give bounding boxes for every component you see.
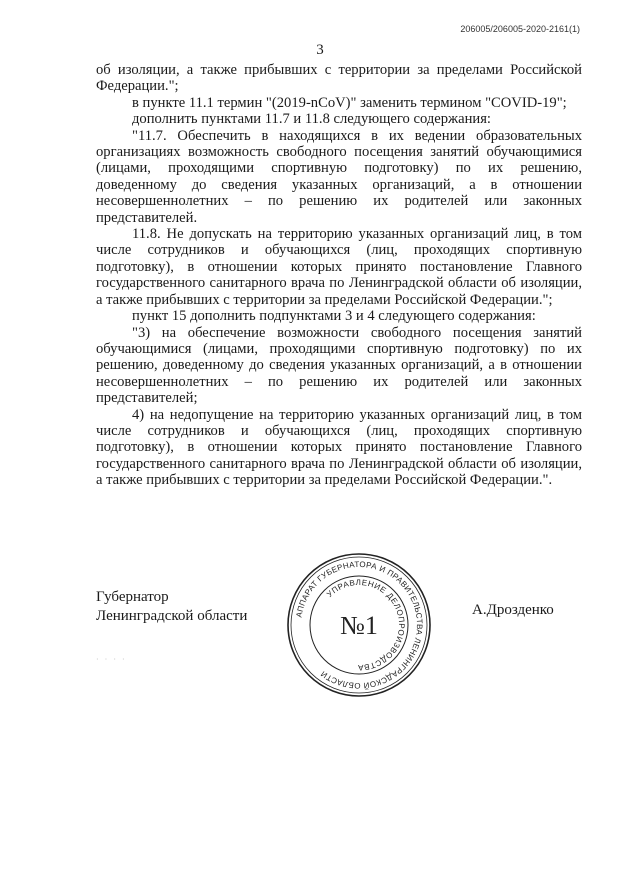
official-stamp bbox=[284, 550, 434, 700]
paragraph: 11.8. Не допускать на территорию указанных организаций лиц, в том числе сотрудников и обучающихся (лиц, проходящих спортивную подготовку), в отношении которых принято постановление Главного государственного санитарного врача по Ленинградской области об изоляции, а также прибывших с территории за пределами Российской Федерации."; bbox=[96, 226, 582, 308]
paragraph: "11.7. Обеспечить в находящихся в их ведении образовательных организациях возможность свободного посещения занятий обучающимися (лицами, проходящими спортивную подготовку) по их решению, доведенному до сведения указанных организаций, а в отношении несовершеннолетних – по решению их родителей или законных представителей. bbox=[96, 127, 582, 226]
paragraph: пункт 15 дополнить подпунктами 3 и 4 следующего содержания: bbox=[132, 308, 536, 325]
signatory-title-line: Ленинградской области bbox=[96, 608, 248, 624]
document-number: 206005/206005-2020-2161(1) bbox=[460, 24, 580, 34]
stamp-center-number: №1 bbox=[340, 611, 378, 640]
paragraph: об изоляции, а также прибывших с территории за пределами Российской Федерации."; bbox=[96, 62, 582, 95]
signatory-title bbox=[96, 588, 247, 626]
scan-noise: · · · · bbox=[96, 655, 127, 664]
body-text bbox=[96, 62, 582, 489]
paragraph: "3) на обеспечение возможности свободного посещения занятий обучающимися (лицами, проходящими спортивную подготовку) по их решению, доведенному до сведения указанных организаций, а в отношении несовершеннолетних – по решению их родителей или законных представителей; bbox=[96, 324, 582, 407]
stamp-ring-text: АППАРАТ ГУБЕРНАТОРА И ПРАВИТЕЛЬСТВА ЛЕНИНГРАДСКОЙ ОБЛАСТИ bbox=[294, 559, 425, 691]
signatory-name: А.Дрозденко bbox=[472, 602, 554, 618]
paragraph: 4) на недопущение на территорию указанных организаций лиц, в том числе сотрудников и обучающихся (лиц, проходящих спортивную подготовку), в отношении которых принято постановление Главного государственного санитарного врача по Ленинградской области об изоляции, а также прибывших с территории за пределами Российской Федерации.". bbox=[96, 406, 582, 489]
paragraph: дополнить пунктами 11.7 и 11.8 следующего содержания: bbox=[132, 111, 491, 128]
stamp-inner-text: УПРАВЛЕНИЕ ДЕЛОПРОИЗВОДСТВА bbox=[325, 577, 407, 673]
paragraph: в пункте 11.1 термин "(2019-nCoV)" заменить термином "COVID-19"; bbox=[132, 94, 567, 111]
signatory-title-line: Губернатор bbox=[96, 589, 169, 605]
page-number: 3 bbox=[316, 42, 324, 58]
